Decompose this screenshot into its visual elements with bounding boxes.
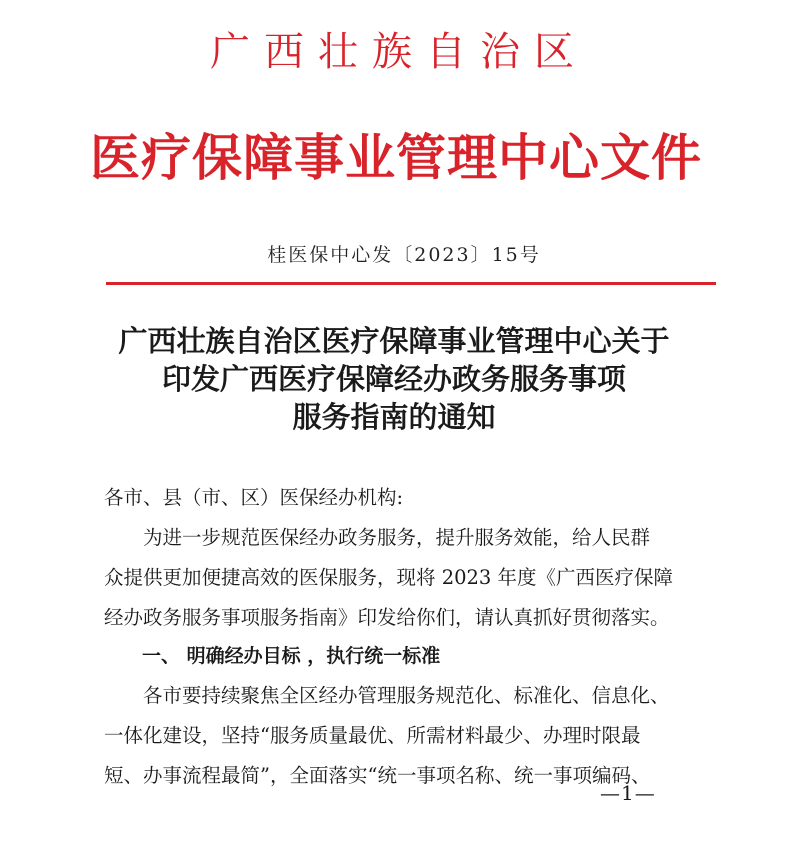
title-line-1: 广西壮族自治区医疗保障事业管理中心关于 bbox=[118, 324, 670, 358]
page-number: —1— bbox=[600, 781, 656, 805]
title-line-2: 印发广西医疗保障经办政务服务事项 bbox=[161, 362, 626, 396]
paragraph-1-line-1: 为进一步规范医保经办政务服务，提升服务效能，给人民群 bbox=[104, 526, 651, 549]
title-line-3: 服务指南的通知 bbox=[292, 400, 496, 434]
document-number: 桂医保中心发〔2023〕15号 bbox=[267, 244, 541, 266]
issuer-name-line1: 广西壮族自治区 bbox=[210, 29, 588, 75]
paragraph-2-line-2: 一体化建设，坚持“服务质量最优、所需材料最少、办理时限最 bbox=[104, 724, 641, 747]
paragraph-2-line-3: 短、办事流程最简”，全面落实“统一事项名称、统一事项编码、 bbox=[104, 764, 651, 787]
paragraph-1-line-2: 众提供更加便捷高效的医保服务，现将 2023 年度《广西医疗保障 bbox=[104, 566, 674, 589]
red-divider-line bbox=[106, 282, 716, 285]
salutation: 各市、县（市、区）医保经办机构: bbox=[104, 486, 404, 509]
paragraph-1-line-3: 经办政务服务事项服务指南》印发给你们，请认真抓好贯彻落实。 bbox=[104, 606, 670, 629]
section-1-heading: 一、 明确经办目标 ，执行统一标准 bbox=[104, 645, 441, 667]
document-title bbox=[0, 322, 788, 436]
paragraph-2-line-1: 各市要持续聚焦全区经办管理服务规范化、标准化、信息化、 bbox=[104, 684, 670, 707]
issuer-name-line2: 医疗保障事业管理中心文件 bbox=[90, 128, 702, 187]
